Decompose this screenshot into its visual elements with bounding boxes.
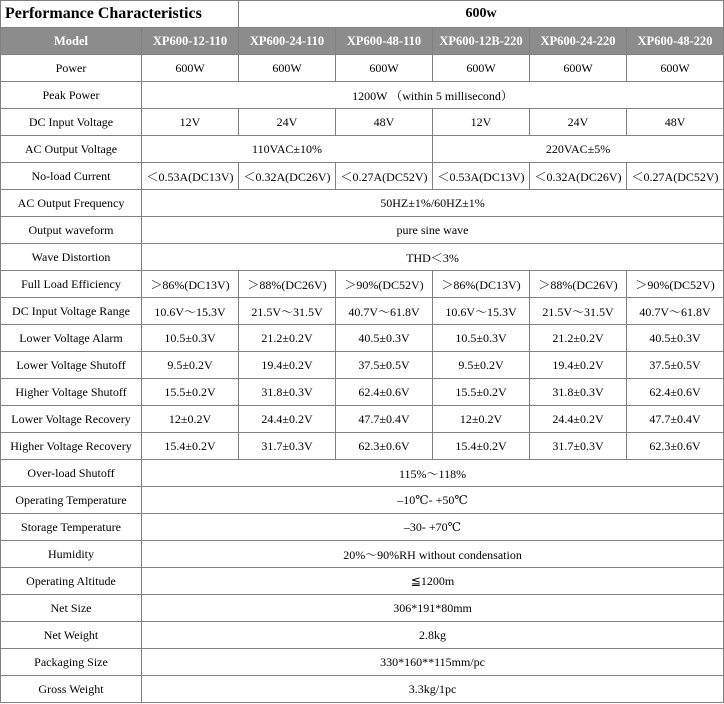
spec-value: 50HZ±1%/60HZ±1% xyxy=(142,190,724,217)
model-column-header: XP600-48-220 xyxy=(627,28,724,55)
spec-value: 31.7±0.3V xyxy=(239,433,336,460)
spec-value: ＞86%(DC13V) xyxy=(142,271,239,298)
spec-label: AC Output Voltage xyxy=(1,136,142,163)
model-column-header: XP600-12-110 xyxy=(142,28,239,55)
spec-row xyxy=(1,541,724,568)
page-title: Performance Characteristics xyxy=(1,1,239,28)
spec-row xyxy=(1,55,724,82)
spec-row xyxy=(1,676,724,703)
spec-label: AC Output Frequency xyxy=(1,190,142,217)
spec-value: 48V xyxy=(627,109,724,136)
spec-label: Operating Temperature xyxy=(1,487,142,514)
spec-value: –30- +70℃ xyxy=(142,514,724,541)
spec-value: 12V xyxy=(433,109,530,136)
spec-row xyxy=(1,379,724,406)
spec-value: 21.5V～31.5V xyxy=(530,298,627,325)
spec-value: ＞90%(DC52V) xyxy=(627,271,724,298)
header-model-label: Model xyxy=(1,28,142,55)
spec-value: 600W xyxy=(239,55,336,82)
spec-value: 9.5±0.2V xyxy=(142,352,239,379)
spec-row xyxy=(1,217,724,244)
model-column-header: XP600-12B-220 xyxy=(433,28,530,55)
spec-label: Net Size xyxy=(1,595,142,622)
spec-row xyxy=(1,514,724,541)
spec-value: 24.4±0.2V xyxy=(530,406,627,433)
spec-label: Lower Voltage Recovery xyxy=(1,406,142,433)
spec-value: ＜0.27A(DC52V) xyxy=(627,163,724,190)
spec-row xyxy=(1,244,724,271)
spec-value: 47.7±0.4V xyxy=(336,406,433,433)
spec-value: 19.4±0.2V xyxy=(530,352,627,379)
spec-value: 21.2±0.2V xyxy=(239,325,336,352)
spec-row xyxy=(1,352,724,379)
spec-label: No-load Current xyxy=(1,163,142,190)
spec-value: 220VAC±5% xyxy=(433,136,724,163)
spec-row xyxy=(1,487,724,514)
spec-value: 37.5±0.5V xyxy=(627,352,724,379)
spec-label: DC Input Voltage Range xyxy=(1,298,142,325)
spec-row xyxy=(1,109,724,136)
spec-value: 12±0.2V xyxy=(142,406,239,433)
spec-value: 21.5V～31.5V xyxy=(239,298,336,325)
spec-label: DC Input Voltage xyxy=(1,109,142,136)
spec-value: 40.7V～61.8V xyxy=(627,298,724,325)
title-row xyxy=(1,1,724,28)
spec-row xyxy=(1,82,724,109)
spec-value: ＜0.27A(DC52V) xyxy=(336,163,433,190)
spec-row xyxy=(1,163,724,190)
spec-value: 15.5±0.2V xyxy=(433,379,530,406)
spec-value: 15.4±0.2V xyxy=(142,433,239,460)
spec-row xyxy=(1,298,724,325)
spec-value: 40.5±0.3V xyxy=(627,325,724,352)
spec-value: 1200W （within 5 millisecond） xyxy=(142,82,724,109)
spec-value: 600W xyxy=(433,55,530,82)
spec-value: 40.7V～61.8V xyxy=(336,298,433,325)
spec-value: 62.3±0.6V xyxy=(336,433,433,460)
model-column-header: XP600-48-110 xyxy=(336,28,433,55)
spec-label: Peak Power xyxy=(1,82,142,109)
spec-value: ＞90%(DC52V) xyxy=(336,271,433,298)
spec-label: Storage Temperature xyxy=(1,514,142,541)
spec-label: Lower Voltage Alarm xyxy=(1,325,142,352)
spec-value: 15.4±0.2V xyxy=(433,433,530,460)
spec-label: Net Weight xyxy=(1,622,142,649)
spec-row xyxy=(1,595,724,622)
spec-value: pure sine wave xyxy=(142,217,724,244)
model-column-header: XP600-24-110 xyxy=(239,28,336,55)
spec-value: 31.7±0.3V xyxy=(530,433,627,460)
spec-value: 20%～90%RH without condensation xyxy=(142,541,724,568)
spec-value: ＜0.32A(DC26V) xyxy=(530,163,627,190)
spec-value: 24V xyxy=(239,109,336,136)
spec-row xyxy=(1,433,724,460)
spec-value: 306*191*80mm xyxy=(142,595,724,622)
header-row xyxy=(1,28,724,55)
spec-value: ＜0.53A(DC13V) xyxy=(433,163,530,190)
spec-label: Higher Voltage Shutoff xyxy=(1,379,142,406)
spec-value: 600W xyxy=(627,55,724,82)
spec-row xyxy=(1,568,724,595)
spec-value: 48V xyxy=(336,109,433,136)
spec-label: Packaging Size xyxy=(1,649,142,676)
spec-value: 40.5±0.3V xyxy=(336,325,433,352)
spec-label: Full Load Efficiency xyxy=(1,271,142,298)
spec-label: Higher Voltage Recovery xyxy=(1,433,142,460)
spec-value: 21.2±0.2V xyxy=(530,325,627,352)
spec-value: 2.8kg xyxy=(142,622,724,649)
spec-value: 12V xyxy=(142,109,239,136)
spec-row xyxy=(1,622,724,649)
power-class-label: 600w xyxy=(239,1,724,28)
spec-value: 24.4±0.2V xyxy=(239,406,336,433)
spec-value: 115%～118% xyxy=(142,460,724,487)
spec-value: 62.3±0.6V xyxy=(627,433,724,460)
spec-value: 110VAC±10% xyxy=(142,136,433,163)
spec-value: ＜0.32A(DC26V) xyxy=(239,163,336,190)
spec-value: 600W xyxy=(142,55,239,82)
spec-value: 9.5±0.2V xyxy=(433,352,530,379)
spec-label: Power xyxy=(1,55,142,82)
spec-label: Lower Voltage Shutoff xyxy=(1,352,142,379)
spec-value: 330*160**115mm/pc xyxy=(142,649,724,676)
spec-value: 600W xyxy=(336,55,433,82)
spec-label: Output waveform xyxy=(1,217,142,244)
spec-value: 31.8±0.3V xyxy=(530,379,627,406)
spec-row xyxy=(1,649,724,676)
spec-value: ≦1200m xyxy=(142,568,724,595)
spec-row xyxy=(1,190,724,217)
spec-value: 12±0.2V xyxy=(433,406,530,433)
spec-value: 62.4±0.6V xyxy=(627,379,724,406)
spec-label: Operating Altitude xyxy=(1,568,142,595)
model-column-header: XP600-24-220 xyxy=(530,28,627,55)
spec-value: 62.4±0.6V xyxy=(336,379,433,406)
spec-label: Over-load Shutoff xyxy=(1,460,142,487)
spec-value: 10.6V～15.3V xyxy=(433,298,530,325)
spec-value: –10℃- +50℃ xyxy=(142,487,724,514)
spec-value: 47.7±0.4V xyxy=(627,406,724,433)
spec-value: 37.5±0.5V xyxy=(336,352,433,379)
spec-value: ＞88%(DC26V) xyxy=(239,271,336,298)
spec-value: 10.5±0.3V xyxy=(433,325,530,352)
spec-row xyxy=(1,136,724,163)
spec-value: ＜0.53A(DC13V) xyxy=(142,163,239,190)
spec-value: 3.3kg/1pc xyxy=(142,676,724,703)
spec-value: 19.4±0.2V xyxy=(239,352,336,379)
spec-value: THD＜3% xyxy=(142,244,724,271)
spec-value: ＞88%(DC26V) xyxy=(530,271,627,298)
spec-value: 10.6V～15.3V xyxy=(142,298,239,325)
spec-value: ＞86%(DC13V) xyxy=(433,271,530,298)
spec-value: 15.5±0.2V xyxy=(142,379,239,406)
spec-row xyxy=(1,325,724,352)
spec-value: 24V xyxy=(530,109,627,136)
spec-label: Wave Distortion xyxy=(1,244,142,271)
spec-value: 600W xyxy=(530,55,627,82)
spec-row xyxy=(1,460,724,487)
spec-value: 31.8±0.3V xyxy=(239,379,336,406)
spec-row xyxy=(1,406,724,433)
spec-label: Gross Weight xyxy=(1,676,142,703)
spec-label: Humidity xyxy=(1,541,142,568)
spec-value: 10.5±0.3V xyxy=(142,325,239,352)
spec-row xyxy=(1,271,724,298)
